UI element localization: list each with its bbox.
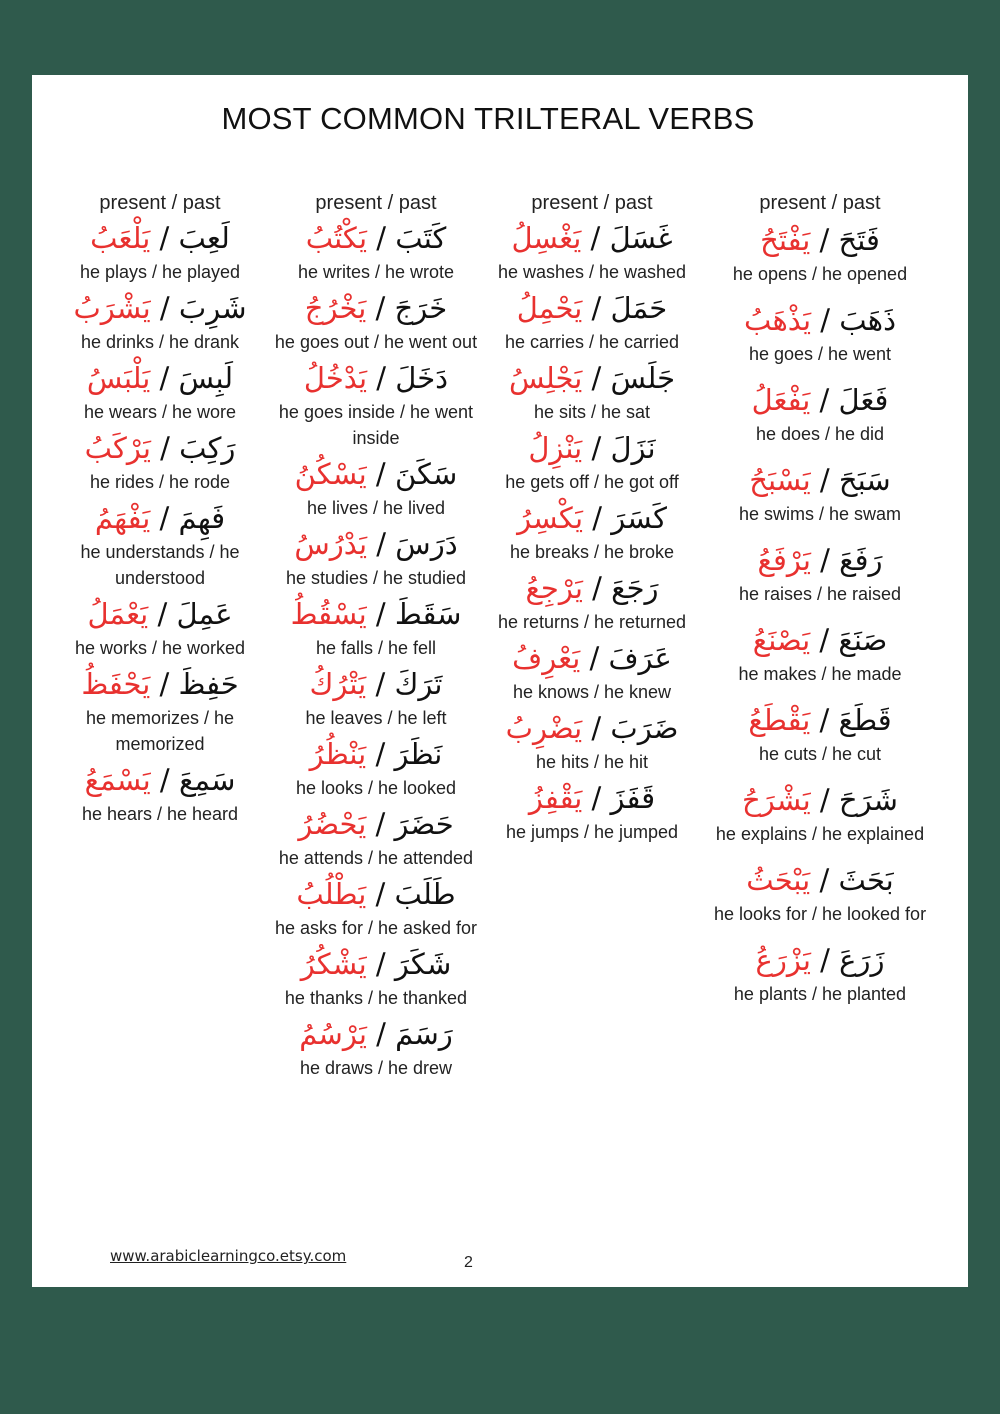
arabic-verb-pair (488, 777, 696, 819)
separator: / (367, 221, 396, 255)
present-tense-verb: يَفْهَمُ (94, 501, 151, 535)
arabic-verb-pair (700, 859, 940, 901)
arabic-verb-pair (266, 523, 486, 565)
arabic-verb-pair (700, 699, 940, 741)
past-tense-verb: شَرِبَ (178, 291, 247, 325)
verb-column-4 (700, 189, 940, 1019)
separator: / (366, 291, 395, 325)
past-tense-verb: حَفِظَ (178, 667, 239, 701)
etsy-shop-link[interactable]: www.arabiclearningco.etsy.com (110, 1247, 347, 1265)
arabic-verb-pair (66, 593, 254, 635)
english-translation: he writes / he wrote (297, 262, 455, 282)
arabic-verb-pair (700, 459, 940, 501)
past-tense-verb: دَخَلَ (395, 361, 449, 395)
arabic-verb-pair (66, 217, 254, 259)
separator: / (150, 431, 180, 465)
english-translation: he studies / he studied (285, 568, 467, 588)
past-tense-verb: بَحَثَ (838, 863, 894, 897)
past-tense-verb: خَرَجَ (394, 291, 448, 325)
english-translation: he goes inside / he went inside (278, 402, 474, 448)
present-tense-verb: يَلْعَبُ (90, 221, 151, 255)
past-tense-verb: عَمِلَ (176, 597, 233, 631)
present-tense-verb: يَحْمِلُ (516, 291, 583, 325)
arabic-verb-pair (488, 637, 696, 679)
english-translation: he cuts / he cut (758, 744, 882, 764)
arabic-verb-pair (266, 217, 486, 259)
english-translation: he lives / he lived (306, 498, 446, 518)
arabic-verb-pair (488, 217, 696, 259)
past-tense-verb: سَمِعَ (178, 763, 236, 797)
past-tense-verb: شَرَحَ (838, 783, 898, 817)
separator: / (811, 303, 840, 337)
english-translation: he sits / he sat (533, 402, 651, 422)
present-tense-verb: يَلْبَسُ (86, 361, 151, 395)
separator: / (810, 943, 840, 977)
arabic-verb-pair (488, 427, 696, 469)
arabic-verb-pair (266, 453, 486, 495)
separator: / (366, 457, 395, 491)
arabic-verb-pair (266, 287, 486, 329)
past-tense-verb: سَكَنَ (394, 457, 458, 491)
present-tense-verb: يَضْرِبُ (505, 711, 583, 745)
verb-column-3 (488, 189, 696, 847)
separator: / (810, 543, 840, 577)
present-tense-verb: يَتْرُكُ (309, 667, 367, 701)
arabic-verb-pair (488, 287, 696, 329)
arabic-verb-pair (66, 427, 254, 469)
past-tense-verb: طَلَبَ (394, 877, 456, 911)
english-translation: he plants / he planted (733, 984, 907, 1004)
past-tense-verb: فَعَلَ (838, 383, 889, 417)
past-tense-verb: تَرَكَ (394, 667, 443, 701)
past-tense-verb: لَعِبَ (178, 221, 230, 255)
arabic-verb-pair (488, 357, 696, 399)
separator: / (148, 597, 177, 631)
present-tense-verb: يَدْرُسُ (294, 527, 368, 561)
english-translation: he draws / he drew (299, 1058, 453, 1078)
english-translation: he returns / he returned (497, 612, 687, 632)
separator: / (810, 463, 839, 497)
past-tense-verb: عَرَفَ (608, 641, 672, 675)
present-tense-verb: يَدْخُلُ (303, 361, 368, 395)
english-translation: he breaks / he broke (509, 542, 675, 562)
past-tense-verb: صَنَعَ (838, 623, 888, 657)
separator: / (366, 877, 395, 911)
present-tense-verb: يَحْضُرُ (298, 807, 367, 841)
present-tense-verb: يَصْنَعُ (752, 623, 811, 657)
separator: / (366, 947, 395, 981)
past-tense-verb: رَسَمَ (395, 1017, 453, 1051)
present-tense-verb: يَرْسُمُ (299, 1017, 367, 1051)
english-translation: he does / he did (755, 424, 885, 444)
separator: / (810, 383, 839, 417)
present-tense-verb: يَطْلُبُ (296, 877, 367, 911)
separator: / (367, 527, 396, 561)
present-tense-verb: يَفْتَحُ (760, 223, 811, 257)
separator: / (366, 807, 395, 841)
separator: / (582, 431, 611, 465)
past-tense-verb: نَظَرَ (394, 737, 443, 771)
english-translation: he looks for / he looked for (713, 904, 927, 924)
present-tense-verb: يَبْحَثُ (746, 863, 811, 897)
present-tense-verb: يَسْبَحُ (749, 463, 811, 497)
past-tense-verb: ذَهَبَ (839, 303, 896, 337)
past-tense-verb: حَضَرَ (394, 807, 454, 841)
past-tense-verb: جَلَسَ (610, 361, 676, 395)
arabic-verb-pair (66, 759, 254, 801)
past-tense-verb: رَفَعَ (839, 543, 883, 577)
past-tense-verb: فَتَحَ (838, 223, 880, 257)
separator: / (582, 711, 611, 745)
english-translation: he washes / he washed (497, 262, 687, 282)
present-tense-verb: يَنْظُرُ (309, 737, 367, 771)
present-tense-verb: يَفْعَلُ (751, 383, 811, 417)
arabic-verb-pair (66, 287, 254, 329)
arabic-verb-pair (700, 779, 940, 821)
separator: / (810, 223, 839, 257)
present-tense-verb: يَشْكُرُ (300, 947, 367, 981)
present-tense-verb: يَكْتُبُ (305, 221, 368, 255)
english-translation: he plays / he played (79, 262, 241, 282)
separator: / (150, 291, 179, 325)
english-translation: he looks / he looked (295, 778, 457, 798)
arabic-verb-pair (700, 939, 940, 981)
arabic-verb-pair (700, 379, 940, 421)
present-tense-verb: يَذْهَبُ (744, 303, 812, 337)
present-tense-verb: يَرْكَبُ (84, 431, 151, 465)
present-tense-verb: يَرْفَعُ (757, 543, 811, 577)
column-header: present / past (315, 192, 437, 214)
separator: / (810, 863, 839, 897)
column-header: present / past (531, 192, 653, 214)
arabic-verb-pair (266, 803, 486, 845)
english-translation: he swims / he swam (738, 504, 902, 524)
past-tense-verb: سَبَحَ (838, 463, 891, 497)
present-tense-verb: يَشْرَبُ (73, 291, 151, 325)
past-tense-verb: دَرَسَ (395, 527, 458, 561)
past-tense-verb: قَفَزَ (610, 781, 656, 815)
arabic-verb-pair (266, 1013, 486, 1055)
present-tense-verb: يَرْجِعُ (525, 571, 583, 605)
verb-column-2 (266, 189, 486, 1083)
english-translation: he hits / he hit (535, 752, 649, 772)
english-translation: he hears / he heard (81, 804, 239, 824)
separator: / (366, 597, 395, 631)
english-translation: he works / he worked (74, 638, 246, 658)
present-tense-verb: يَشْرَحُ (742, 783, 811, 817)
past-tense-verb: سَقَطَ (394, 597, 462, 631)
present-tense-verb: يَجْلِسُ (508, 361, 583, 395)
arabic-verb-pair (488, 707, 696, 749)
present-tense-verb: يَقْفِزُ (528, 781, 583, 815)
present-tense-verb: يَزْرَعُ (755, 943, 811, 977)
separator: / (367, 361, 396, 395)
arabic-verb-pair (266, 733, 486, 775)
past-tense-verb: غَسَلَ (609, 221, 673, 255)
past-tense-verb: رَكِبَ (179, 431, 236, 465)
separator: / (150, 501, 179, 535)
present-tense-verb: يَخْرُجُ (304, 291, 367, 325)
arabic-verb-pair (700, 539, 940, 581)
column-header: present / past (99, 192, 221, 214)
past-tense-verb: فَهِمَ (178, 501, 226, 535)
arabic-verb-pair (266, 873, 486, 915)
column-header: present / past (759, 192, 881, 214)
present-tense-verb: يَغْسِلُ (511, 221, 582, 255)
english-translation: he attends / he attended (278, 848, 474, 868)
separator: / (366, 737, 395, 771)
page-title: MOST COMMON TRILTERAL VERBS (221, 101, 755, 136)
english-translation: he rides / he rode (89, 472, 231, 492)
english-translation: he gets off / he got off (505, 472, 679, 492)
separator: / (810, 783, 839, 817)
arabic-verb-pair (66, 497, 254, 539)
separator: / (582, 571, 612, 605)
present-tense-verb: يَسْقُطُ (290, 597, 367, 631)
arabic-verb-pair (66, 357, 254, 399)
present-tense-verb: يَقْطَعُ (748, 703, 811, 737)
english-translation: he wears / he wore (83, 402, 237, 422)
arabic-verb-pair (266, 593, 486, 635)
past-tense-verb: كَسَرَ (611, 501, 667, 535)
past-tense-verb: رَجَعَ (611, 571, 659, 605)
past-tense-verb: ضَرَبَ (610, 711, 679, 745)
english-translation: he opens / he opened (732, 264, 908, 284)
english-translation: he jumps / he jumped (505, 822, 679, 842)
separator: / (150, 763, 179, 797)
english-translation: he knows / he knew (512, 682, 672, 702)
arabic-verb-pair (488, 567, 696, 609)
arabic-verb-pair (266, 357, 486, 399)
english-translation: he goes out / he went out (274, 332, 478, 352)
separator: / (582, 781, 611, 815)
separator: / (150, 361, 179, 395)
english-translation: he makes / he made (738, 664, 902, 684)
arabic-verb-pair (266, 663, 486, 705)
separator: / (150, 667, 179, 701)
present-tense-verb: يَنْزِلُ (528, 431, 583, 465)
present-tense-verb: يَعْمَلُ (87, 597, 149, 631)
english-translation: he thanks / he thanked (284, 988, 468, 1008)
arabic-verb-pair (488, 497, 696, 539)
present-tense-verb: يَحْفَظُ (81, 667, 151, 701)
english-translation: he asks for / he asked for (274, 918, 478, 938)
arabic-verb-pair (700, 219, 940, 261)
past-tense-verb: حَمَلَ (610, 291, 668, 325)
separator: / (582, 291, 611, 325)
separator: / (150, 221, 179, 255)
separator: / (366, 1017, 396, 1051)
separator: / (581, 221, 610, 255)
page-number: 2 (464, 1254, 473, 1271)
separator: / (810, 703, 839, 737)
past-tense-verb: قَطَعَ (838, 703, 892, 737)
separator: / (580, 641, 609, 675)
english-translation: he leaves / he left (305, 708, 447, 728)
english-translation: he understands / he understood (80, 542, 240, 588)
english-translation: he memorizes / he memorized (85, 708, 235, 754)
past-tense-verb: نَزَلَ (610, 431, 656, 465)
arabic-verb-pair (700, 299, 940, 341)
english-translation: he falls / he fell (315, 638, 437, 658)
separator: / (366, 667, 395, 701)
past-tense-verb: لَبِسَ (178, 361, 234, 395)
past-tense-verb: شَكَرَ (394, 947, 452, 981)
present-tense-verb: يَسْمَعُ (84, 763, 151, 797)
arabic-verb-pair (66, 663, 254, 705)
present-tense-verb: يَسْكُنُ (294, 457, 367, 491)
past-tense-verb: كَتَبَ (395, 221, 447, 255)
past-tense-verb: زَرَعَ (839, 943, 885, 977)
present-tense-verb: يَعْرِفُ (512, 641, 581, 675)
arabic-verb-pair (700, 619, 940, 661)
separator: / (583, 501, 612, 535)
separator: / (582, 361, 611, 395)
english-translation: he drinks / he drank (80, 332, 240, 352)
english-translation: he goes / he went (748, 344, 892, 364)
verb-column-1 (66, 189, 254, 829)
english-translation: he raises / he raised (738, 584, 902, 604)
arabic-verb-pair (266, 943, 486, 985)
separator: / (810, 623, 839, 657)
english-translation: he explains / he explained (715, 824, 925, 844)
present-tense-verb: يَكْسِرُ (517, 501, 584, 535)
worksheet-page (32, 75, 968, 1287)
english-translation: he carries / he carried (504, 332, 680, 352)
